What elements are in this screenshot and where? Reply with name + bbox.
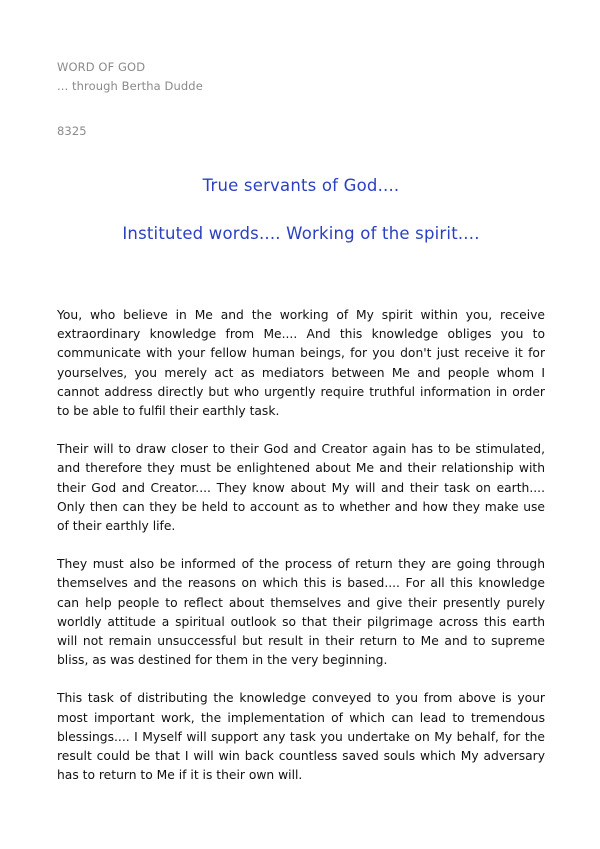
paragraph: Their will to draw closer to their God and Creator again has to be stimulated, and therefore they must be enlightened about Me and their relationship with their God and Creator.... They know about My will and their task on earth.... Only then can they be held to account as to whether and how they make use of their earthly life. <box>57 442 545 534</box>
paragraph: This task of distributing the knowledge conveyed to you from above is your most important work, the implementation of which can lead to tremendous blessings.... I Myself will support any task you undertake on My behalf, for the result could be that I will win back countless saved souls which My adversary has to return to Me if it is their own will. <box>57 691 545 783</box>
document-subtitle: Instituted words.... Working of the spirit.... <box>122 224 480 243</box>
paragraph: They must also be informed of the process of return they are going through themselves and the reasons on which this is based.... For all this knowledge can help people to reflect about themselves and give their presently purely worldly attitude a spiritual outlook so that their pilgrimage across this earth will not remain unsuccessful but result in their return to Me and to supreme bliss, as was destined for them in the very beginning. <box>57 557 545 668</box>
document-title: True servants of God.... <box>202 176 400 195</box>
paragraph: You, who believe in Me and the working of My spirit within you, receive extraordinary knowledge from Me.... And this knowledge obliges you to communicate with your fellow human beings, for you don't just receive it for yourselves, you merely act as mediators between Me and people whom I cannot address directly but who urgently require truthful information in order to be able to fulfil their earthly task. <box>57 308 545 419</box>
header-author-line: ... through Bertha Dudde <box>57 79 203 93</box>
title-block <box>57 176 545 243</box>
document-body <box>57 306 545 785</box>
document-number: 8325 <box>57 124 87 138</box>
document-header <box>57 58 545 96</box>
header-title-line: WORD OF GOD <box>57 60 146 74</box>
